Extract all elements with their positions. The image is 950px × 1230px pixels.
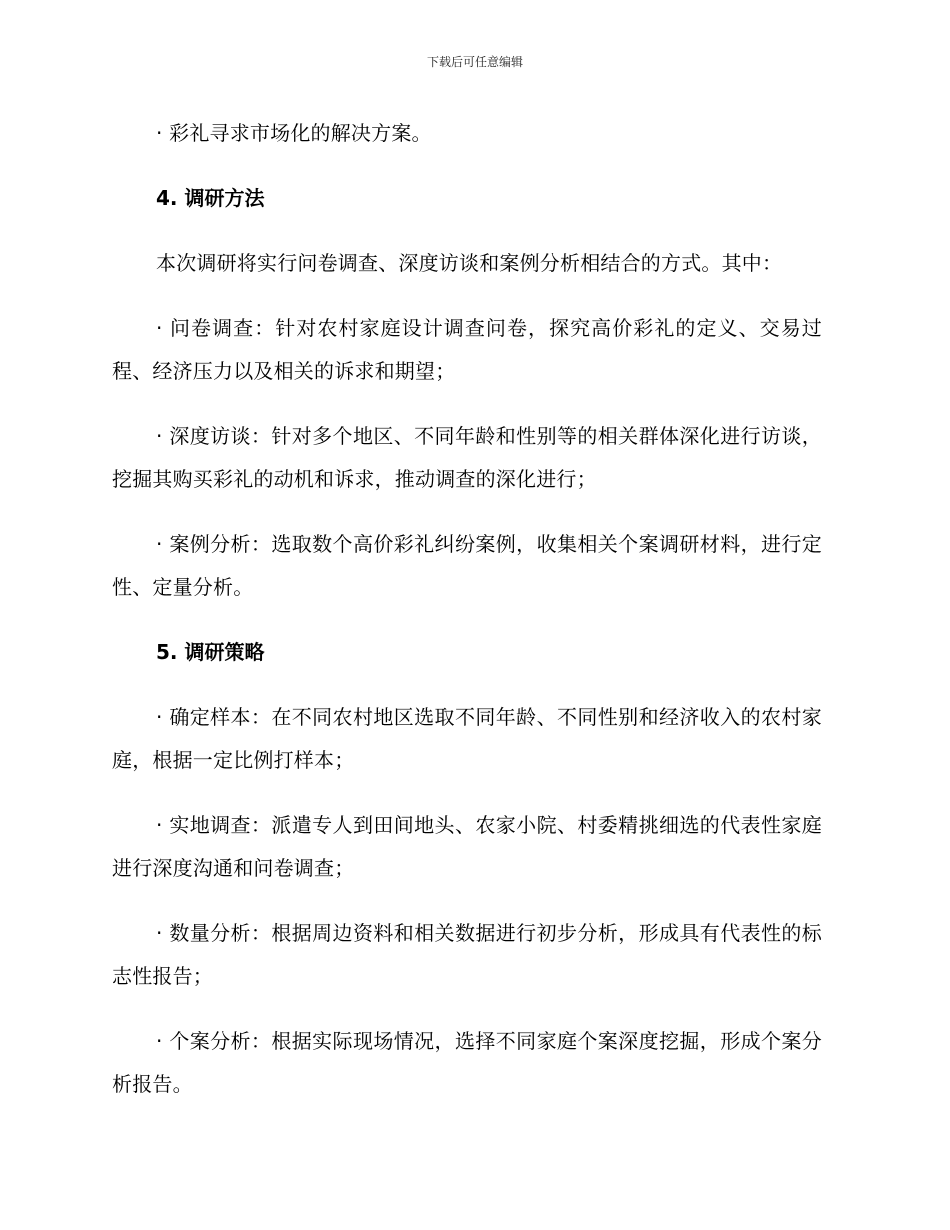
bullet-determine-sample: · 确定样本：在不同农村地区选取不同年龄、不同性别和经济收入的农村家庭，根据一定比例打样本； [112, 705, 822, 772]
bullet-field-survey: · 实地调查：派遣专人到田间地头、农家小院、村委精挑细选的代表性家庭进行深度沟通和问卷调查； [112, 813, 822, 880]
bullet-market-solution: · 彩礼寻求市场化的解决方案。 [156, 121, 432, 145]
bullet-questionnaire: · 问卷调查：针对农村家庭设计调查问卷，探究高价彩礼的定义、交易过程、经济压力以及相关的诉求和期望； [112, 316, 822, 383]
section-heading-research-method: 4. 调研方法 [156, 186, 265, 210]
method-intro-paragraph: 本次调研将实行问卷调查、深度访谈和案例分析相结合的方式。其中： [156, 251, 783, 275]
bullet-case-analysis: · 案例分析：选取数个高价彩礼纠纷案例，收集相关个案调研材料，进行定性、定量分析。 [112, 532, 822, 599]
section-heading-research-strategy: 5. 调研策略 [156, 640, 265, 664]
page-header: 下载后可任意编辑 [426, 55, 523, 69]
bullet-individual-case-analysis: · 个案分析：根据实际现场情况，选择不同家庭个案深度挖掘，形成个案分析报告。 [112, 1029, 822, 1096]
bullet-quantitative-analysis: · 数量分析：根据周边资料和相关数据进行初步分析，形成具有代表性的标志性报告； [112, 921, 822, 988]
document-body [112, 112, 822, 1128]
bullet-in-depth-interview: · 深度访谈：针对多个地区、不同年龄和性别等的相关群体深化进行访谈，挖掘其购买彩礼的动机和诉求，推动调查的深化进行； [112, 424, 822, 491]
